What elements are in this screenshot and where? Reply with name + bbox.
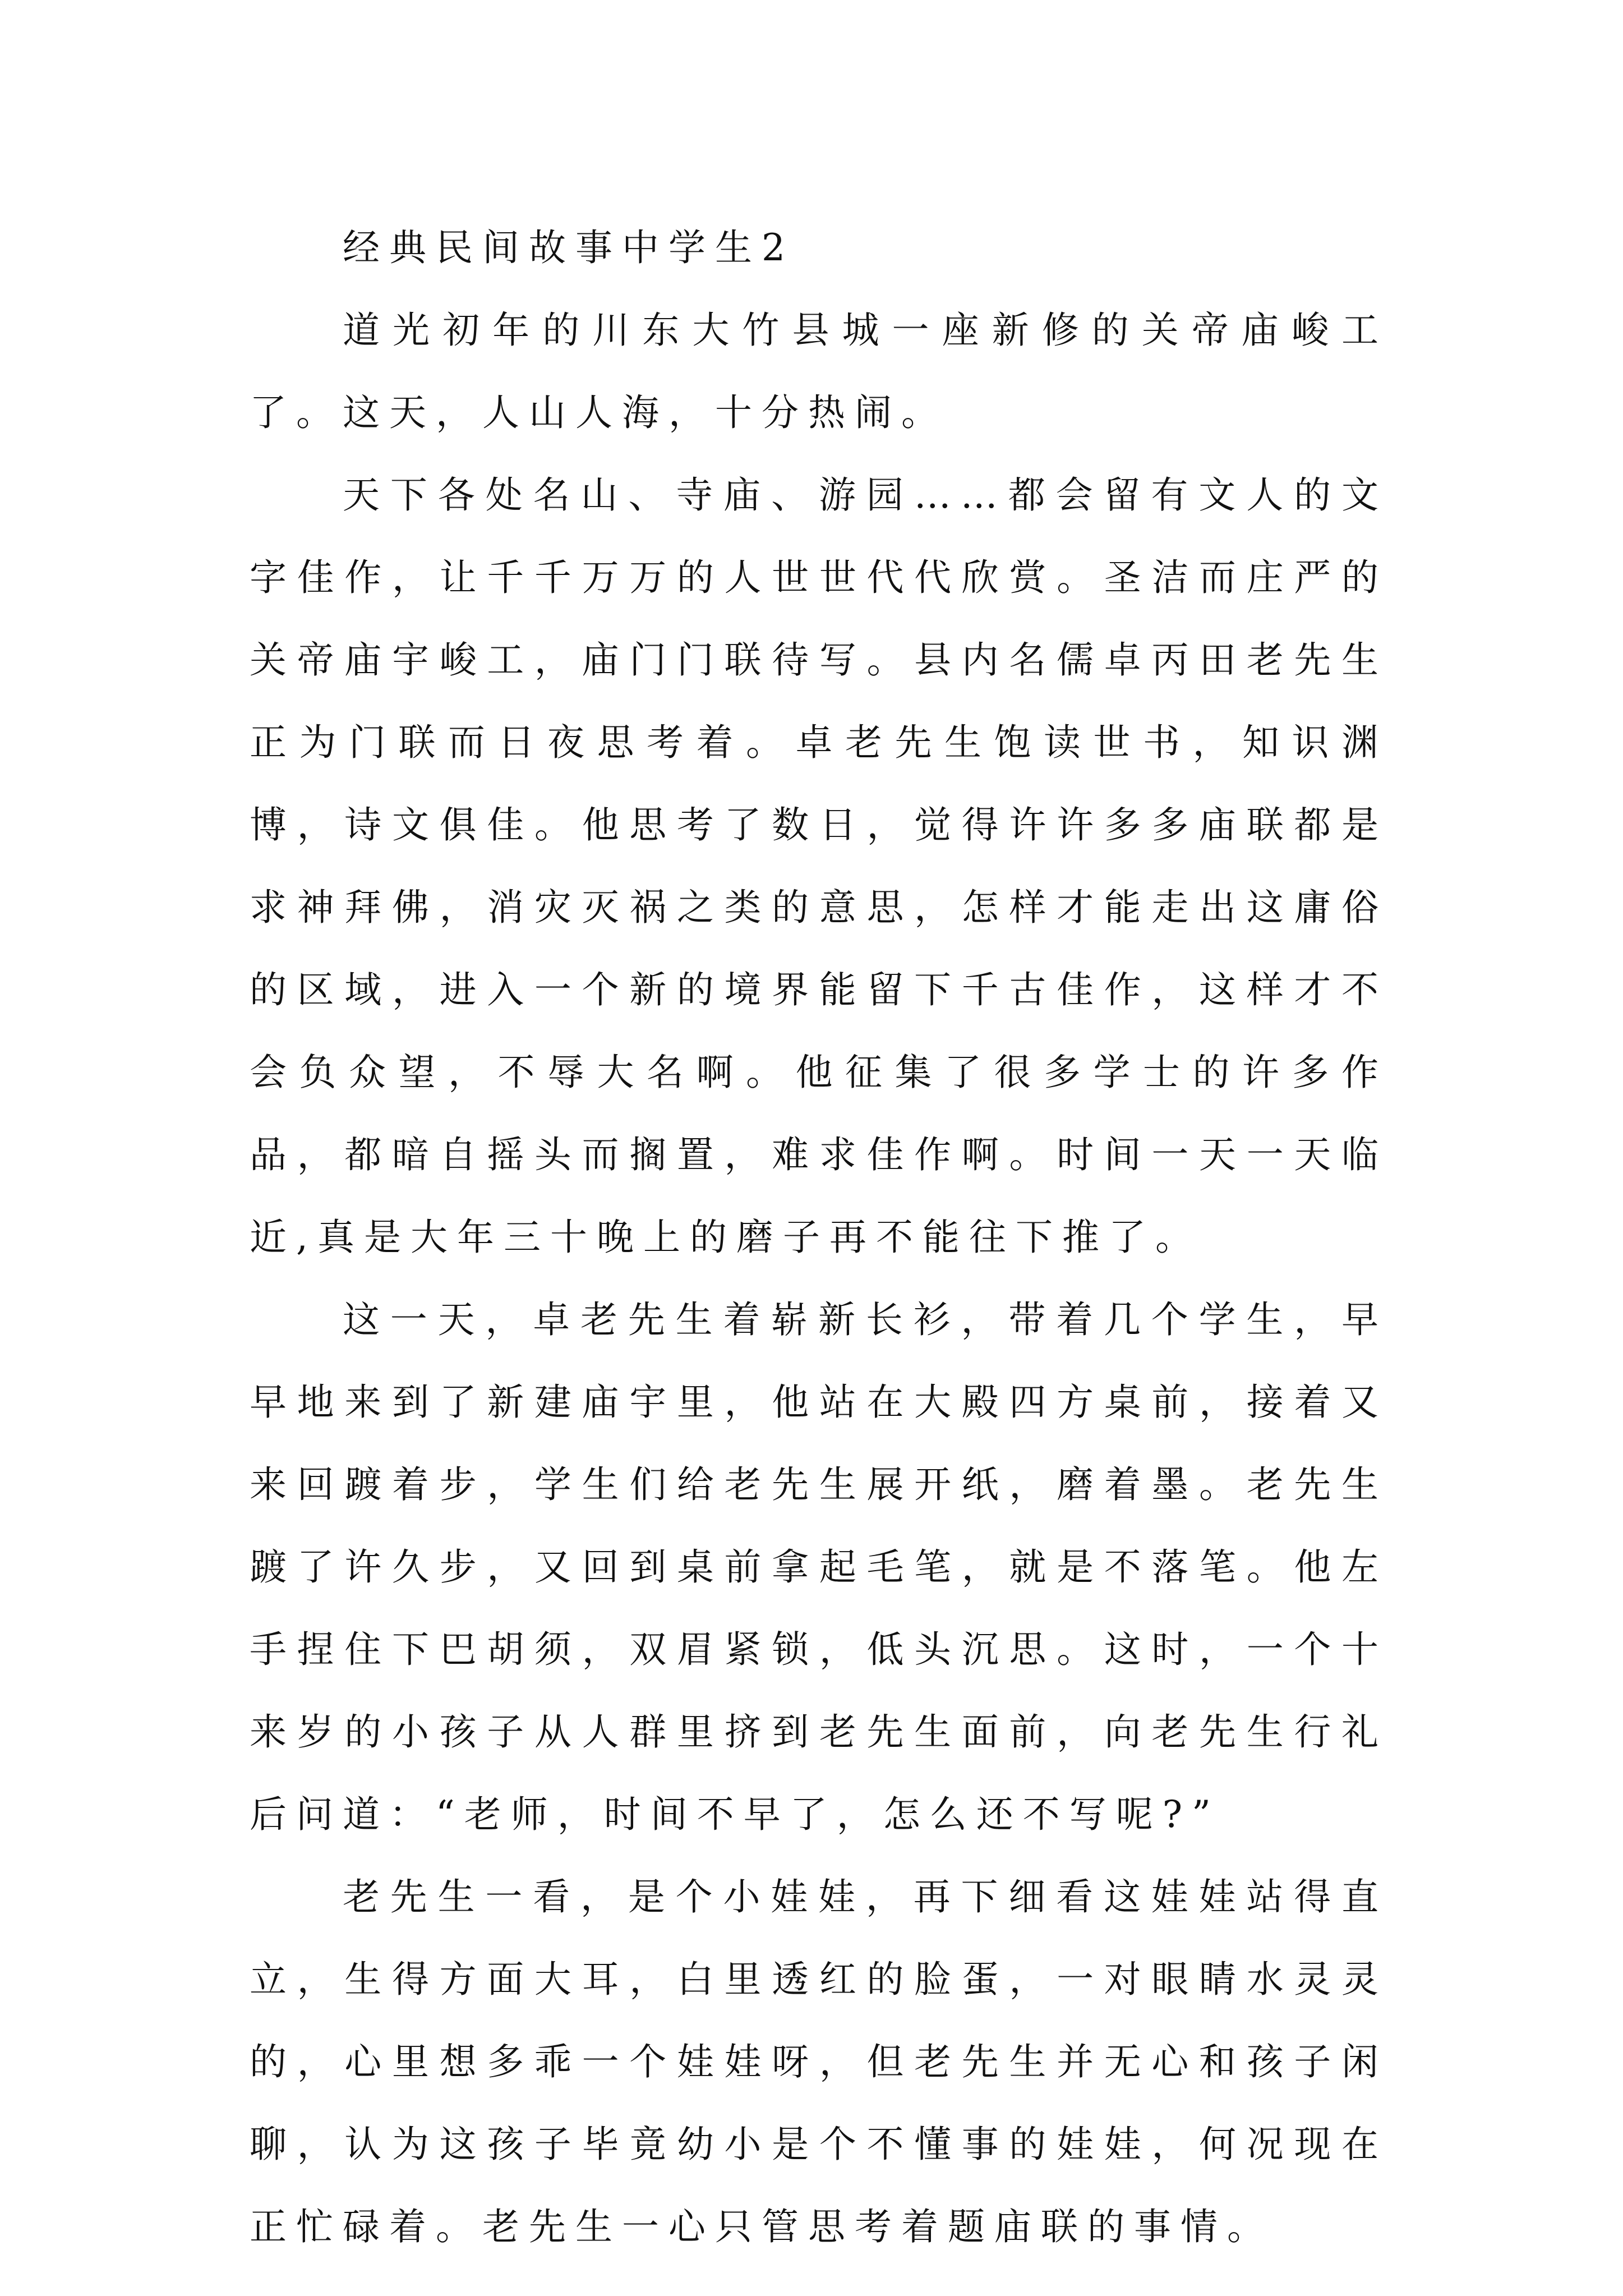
- document-title: 经典民间故事中学生2: [343, 226, 795, 269]
- paragraph-4: 老先生一看，是个小娃娃，再下细看这娃娃站得直立，生得方面大耳，白里透红的脸蛋，一对眼睛水灵灵的，心里想多乖一个娃娃呀，但老先生并无心和孩子闲聊，认为这孩子毕竟幼小是个不懂事的娃娃，何况现在正忙碌着。老先生一心只管思考着题庙联的事情。: [250, 1875, 1388, 2248]
- document-body: [250, 206, 1388, 2268]
- paragraph-2: 天下各处名山、寺庙、游园……都会留有文人的文字佳作，让千千万万的人世世代代欣赏。圣洁而庄严的关帝庙宇峻工，庙门门联待写。县内名儒卓丙田老先生正为门联而日夜思考着。卓老先生饱读世书，知识渊博，诗文俱佳。他思考了数日，觉得许许多多庙联都是求神拜佛，消灾灭祸之类的意思，怎样才能走出这庸俗的区域，进入一个新的境界能留下千古佳作，这样才不会负众望，不辱大名啊。他征集了很多学士的许多作品，都暗自摇头而搁置，难求佳作啊。时间一天一天临近,真是大年三十晚上的磨子再不能往下推了。: [250, 473, 1388, 1259]
- paragraph-1: 道光初年的川东大竹县城一座新修的关帝庙峻工了。这天，人山人海，十分热闹。: [250, 309, 1388, 434]
- paragraph-3: 这一天，卓老先生着崭新长衫，带着几个学生，早早地来到了新建庙宇里，他站在大殿四方桌前，接着又来回踱着步，学生们给老先生展开纸，磨着墨。老先生踱了许久步，又回到桌前拿起毛笔，就是不落笔。他左手捏住下巴胡须，双眉紧锁，低头沉思。这时，一个十来岁的小孩子从人群里挤到老先生面前，向老先生行礼后问道：“老师，时间不早了，怎么还不写呢?”: [250, 1298, 1388, 1836]
